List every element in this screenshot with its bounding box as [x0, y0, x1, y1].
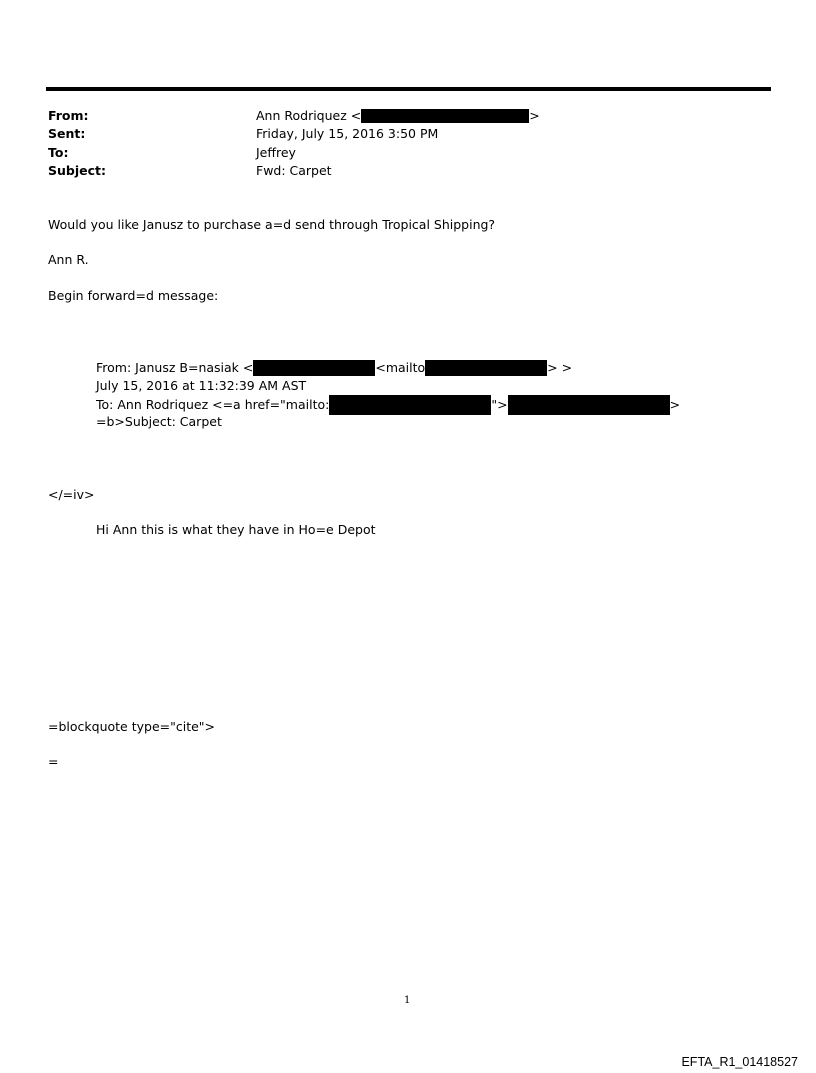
forwarded-from-line: [96, 359, 572, 377]
forwarded-date: July 15, 2016 at 11:32:39 AM AST: [96, 378, 307, 393]
forwarded-to-suffix: >: [669, 397, 681, 412]
from-value: [256, 107, 540, 125]
to-value: Jeffrey: [256, 145, 296, 160]
page-number: 1: [404, 995, 411, 1006]
header-divider-rule: [46, 87, 771, 91]
forward-intro: Begin forward=d message:: [48, 288, 219, 303]
forwarded-to-line: [96, 395, 680, 415]
forwarded-subject: =b>Subject: Carpet: [96, 414, 222, 429]
forwarded-to-text: To: Ann Rodriquez <=a href="mailto:: [96, 397, 330, 412]
div-close-fragment: </=iv>: [48, 487, 95, 502]
from-label: From:: [48, 108, 89, 123]
document-id: EFTA_R1_01418527: [681, 1055, 798, 1069]
sent-label: Sent:: [48, 126, 86, 141]
redaction-box: [425, 360, 547, 376]
equals-fragment: =: [48, 754, 59, 769]
body-line: Would you like Janusz to purchase a=d send through Tropical Shipping?: [48, 217, 496, 232]
from-suffix: >: [529, 108, 540, 123]
redaction-box: [508, 395, 670, 415]
signature: Ann R.: [48, 252, 89, 267]
to-label: To:: [48, 145, 69, 160]
mailto-text: <mailto: [375, 360, 426, 375]
forwarded-from-text: From: Janusz B=nasiak <: [96, 360, 254, 375]
sent-value: Friday, July 15, 2016 3:50 PM: [256, 126, 439, 141]
redaction-box: [361, 109, 529, 123]
forwarded-from-suffix: > >: [547, 360, 573, 375]
forwarded-message-body: Hi Ann this is what they have in Ho=e Depot: [96, 522, 376, 537]
subject-value: Fwd: Carpet: [256, 163, 332, 178]
subject-label: Subject:: [48, 163, 106, 178]
blockquote-fragment: =blockquote type="cite">: [48, 719, 216, 734]
redaction-box: [329, 395, 491, 415]
forwarded-to-mid: ">: [491, 397, 508, 412]
redaction-box: [253, 360, 375, 376]
from-name: Ann Rodriquez <: [256, 108, 362, 123]
